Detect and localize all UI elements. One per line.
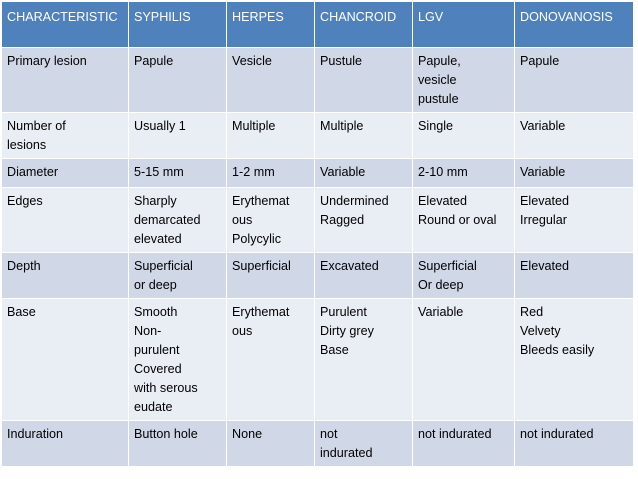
table-cell-lgv: 2-10 mm [413,159,515,188]
table-row-base [2,299,634,421]
table-cell-donovanosis: Variable [515,113,634,159]
header-donovanosis: DONOVANOSIS [515,2,634,48]
table-row-edges [2,188,634,253]
table-cell-syphilis: Sharply demarcated elevated [129,188,227,253]
header-herpes: HERPES [227,2,315,48]
table-cell-donovanosis: not indurated [515,421,634,467]
table-cell-lgv: Elevated Round or oval [413,188,515,253]
table-cell-lgv: Single [413,113,515,159]
table-cell-donovanosis: Red Velvety Bleeds easily [515,299,634,421]
row-label: Base [2,299,129,421]
header-chancroid: CHANCROID [315,2,413,48]
table-cell-herpes: Erythemat ous [227,299,315,421]
row-label: Number of lesions [2,113,129,159]
table-cell-donovanosis: Variable [515,159,634,188]
table-cell-syphilis: 5-15 mm [129,159,227,188]
table-row-diameter [2,159,634,188]
table-cell-herpes: Erythemat ous Polycylic [227,188,315,253]
table-cell-syphilis: Usually 1 [129,113,227,159]
table-row-induration [2,421,634,467]
row-label: Edges [2,188,129,253]
table-row-number-of-lesions [2,113,634,159]
table-cell-syphilis: Button hole [129,421,227,467]
table-cell-syphilis: Superficial or deep [129,253,227,299]
table-row-primary-lesion [2,48,634,113]
table-cell-chancroid: Excavated [315,253,413,299]
table-cell-lgv: Papule, vesicle pustule [413,48,515,113]
row-label: Induration [2,421,129,467]
table-cell-herpes: Multiple [227,113,315,159]
table-header-row [2,2,634,48]
table-cell-donovanosis: Elevated [515,253,634,299]
row-label: Diameter [2,159,129,188]
table-cell-syphilis: Smooth Non- purulent Covered with serous eudate [129,299,227,421]
table-cell-chancroid: not indurated [315,421,413,467]
row-label: Depth [2,253,129,299]
table-cell-herpes: 1-2 mm [227,159,315,188]
table-cell-donovanosis: Elevated Irregular [515,188,634,253]
table-cell-chancroid: Variable [315,159,413,188]
table-cell-herpes: Superficial [227,253,315,299]
table-cell-chancroid: Purulent Dirty grey Base [315,299,413,421]
table-cell-chancroid: Undermined Ragged [315,188,413,253]
header-syphilis: SYPHILIS [129,2,227,48]
table-cell-lgv: Superficial Or deep [413,253,515,299]
table-cell-chancroid: Multiple [315,113,413,159]
table-row-depth [2,253,634,299]
table-cell-syphilis: Papule [129,48,227,113]
table-cell-herpes: None [227,421,315,467]
row-label: Primary lesion [2,48,129,113]
table-cell-chancroid: Pustule [315,48,413,113]
header-lgv: LGV [413,2,515,48]
table-cell-herpes: Vesicle [227,48,315,113]
table-cell-lgv: Variable [413,299,515,421]
header-characteristic: CHARACTERISTIC [2,2,129,48]
table-cell-donovanosis: Papule [515,48,634,113]
std-comparison-table [1,1,634,467]
table-cell-lgv: not indurated [413,421,515,467]
